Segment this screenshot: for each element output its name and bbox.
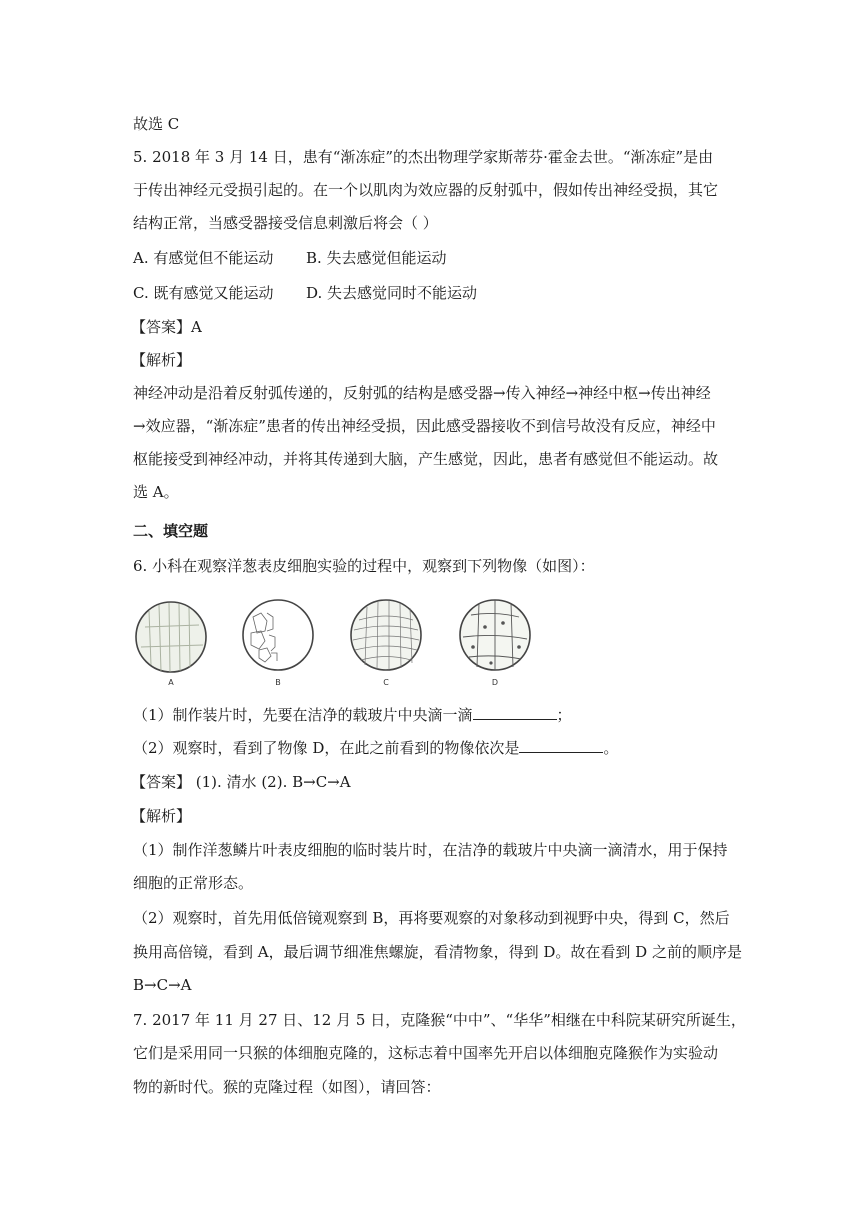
microscope-view-figure	[133, 595, 533, 687]
q5-option-row-1	[133, 248, 273, 268]
q5-option-b-wrap	[306, 248, 447, 268]
q6-sub2-blank	[519, 738, 603, 753]
q5-option-d: D. 失去感觉同时不能运动	[306, 284, 478, 302]
q6-analysis-line-2: 细胞的正常形态。	[133, 874, 254, 892]
q5-analysis-line-1: 神经冲动是沿着反射弧传递的，反射弧的结构是感受器→传入神经→神经中枢→传出神经	[133, 384, 711, 402]
figure-label-a: A	[168, 678, 174, 687]
q5-option-d-wrap	[306, 283, 477, 303]
q6-analysis-line-1: （1）制作洋葱鳞片叶表皮细胞的临时装片时，在洁净的载玻片中央滴一滴清水，用于保持	[133, 841, 728, 859]
microscope-views-svg	[133, 595, 533, 687]
q5-answer: 【答案】A	[131, 318, 202, 336]
q5-analysis-title: 【解析】	[131, 351, 192, 369]
q6-sub2-suffix: 。	[603, 739, 619, 757]
figure-label-d: D	[491, 678, 499, 687]
figure-label-b: B	[275, 678, 281, 687]
q6-sub2-text: （2）观察时，看到了物像 D，在此之前看到的物像依次是	[133, 739, 520, 757]
q6-sub-question-1	[133, 705, 572, 725]
q6-analysis-line-5: B→C→A	[133, 976, 192, 994]
q6-sub1-suffix: ；	[556, 706, 572, 724]
q5-option-a: A. 有感觉但不能运动	[133, 249, 274, 267]
microscope-view-d	[460, 600, 530, 687]
q7-stem-line-3: 物的新时代。猴的克隆过程（如图），请回答：	[133, 1078, 441, 1096]
q5-analysis-line-2: →效应器，“渐冻症”患者的传出神经受损，因此感受器接收不到信号故没有反应，神经中	[133, 417, 716, 435]
microscope-view-a	[136, 602, 206, 687]
figure-label-c: C	[383, 678, 389, 687]
q6-sub1-text: （1）制作装片时，先要在洁净的载玻片中央滴一滴	[133, 706, 473, 724]
q5-stem-line-3: 结构正常，当感受器接受信息刺激后将会（ ）	[133, 214, 438, 232]
q5-option-row-2	[133, 283, 273, 303]
section-title-fill-in: 二、填空题	[133, 522, 209, 540]
previous-answer-ending: 故选 C	[133, 115, 180, 133]
q5-stem-line-2: 于传出神经元受损引起的。在一个以肌肉为效应器的反射弧中，假如传出神经受损，其它	[133, 181, 719, 199]
q7-stem-line-1: 7. 2017 年 11 月 27 日、12 月 5 日，克隆猴“中中”、“华华”相继在中科院某研究所诞生，	[133, 1011, 746, 1029]
q6-sub1-blank	[473, 705, 557, 720]
q7-stem-line-2: 它们是采用同一只猴的体细胞克隆的，这标志着中国率先开启以体细胞克隆猴作为实验动	[133, 1044, 719, 1062]
microscope-view-b	[243, 600, 313, 687]
q5-stem-line-1: 5. 2018 年 3 月 14 日，患有“渐冻症”的杰出物理学家斯蒂芬·霍金去世。“渐冻症”是由	[133, 148, 714, 166]
q6-stem: 6. 小科在观察洋葱表皮细胞实验的过程中，观察到下列物像（如图）：	[133, 557, 595, 575]
q6-answer: 【答案】 (1). 清水 (2). B→C→A	[131, 773, 351, 791]
q5-analysis-line-3: 枢能接受到神经冲动，并将其传递到大脑，产生感觉，因此，患者有感觉但不能运动。故	[133, 450, 719, 468]
microscope-view-c	[351, 600, 421, 687]
q6-sub-question-2	[133, 738, 618, 758]
q6-analysis-line-4: 换用高倍镜，看到 A，最后调节细准焦螺旋，看清物象，得到 D。故在看到 D 之前的顺序是	[133, 943, 742, 961]
q5-option-c: C. 既有感觉又能运动	[133, 284, 274, 302]
q5-option-b: B. 失去感觉但能运动	[306, 249, 447, 267]
q6-analysis-line-3: （2）观察时，首先用低倍镜观察到 B，再将要观察的对象移动到视野中央，得到 C，然后	[133, 909, 730, 927]
q5-analysis-line-4: 选 A。	[133, 483, 179, 501]
q6-analysis-title: 【解析】	[131, 807, 192, 825]
